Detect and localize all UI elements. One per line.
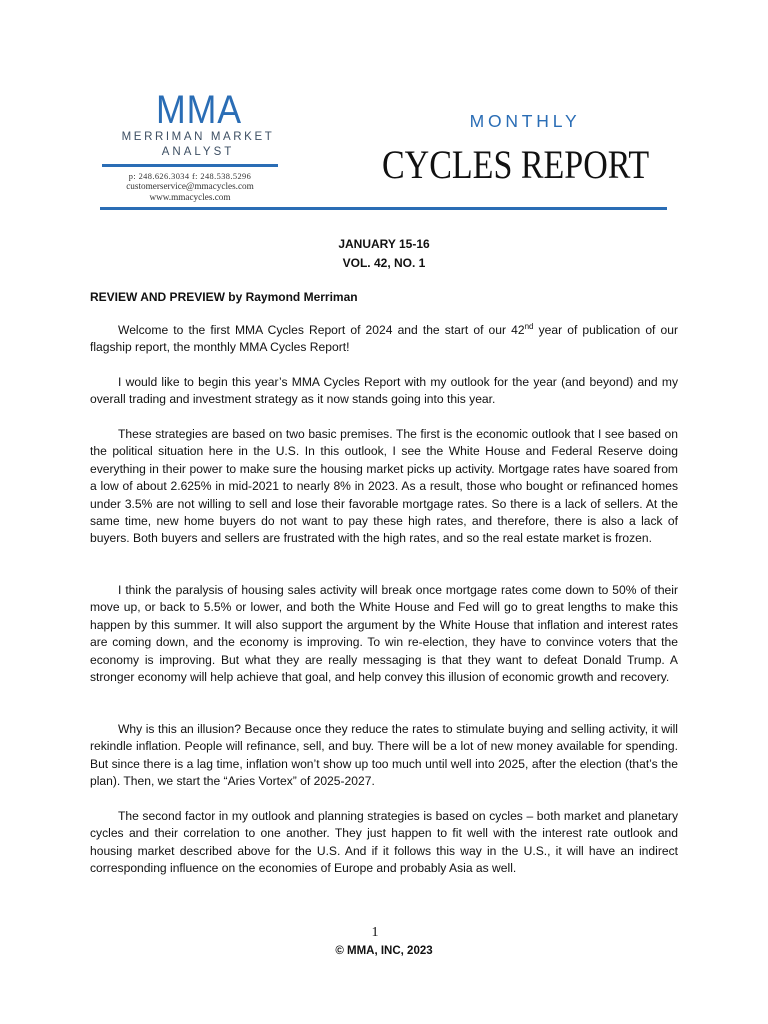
body-paragraph-3: These strategies are based on two basic premises. The first is the economic outlook that I see based on the political situation here in the U.S. In this outlook, I see the White House and Federal Reserve doing everything in their power to make sure the housing market picks up activity. Mortgage rates have soared from a low of about 2.625% in mid-2021 to nearly 8% in 2023. As a result, those who bought or refinanced homes under 3.5% are not willing to sell and lose their favorable mortgage rates. So there is a lack of sellers. At the same time, new home buyers do not want to pay these high rates, and therefore, there is also a lack of buyers. Both buyers and sellers are frustrated with the high rates, and so the real estate market is frozen. — [90, 427, 678, 546]
body-paragraph-4: I think the paralysis of housing sales activity will break once mortgage rates come down to 50% of their move up, or back to 5.5% or lower, and both the White House and Fed will go to great lengths to make this happen by this summer. It will also support the argument by the White House that inflation and interest rates are coming down, and the economy is improving. To win re-election, they have to convince voters that the economy is improving. But what they are really messaging is that they want to defeat Donald Trump. A stronger economy will help achieve that goal, and help convey this illusion of economic growth and recovery. — [90, 583, 678, 685]
report-title: CYCLES REPORT — [382, 142, 650, 187]
p1-text-end: year of publication of our flagship report, the monthly MMA Cycles Report! — [90, 323, 678, 355]
body-paragraph-2: I would like to begin this year’s MMA Cycles Report with my outlook for the year (and beyond) and my overall trading and investment strategy as it now stands going into this year. — [90, 375, 678, 407]
contact-divider — [102, 164, 278, 167]
contact-website: www.mmacycles.com — [149, 192, 231, 202]
copyright-notice: © MMA, INC, 2023 — [335, 945, 433, 957]
issue-volume: VOL. 42, NO. 1 — [342, 256, 426, 270]
p1-text-start: Welcome to the first MMA Cycles Report of 2024 and the start of our 42 — [118, 323, 525, 337]
issue-date: JANUARY 15-16 — [338, 237, 430, 251]
body-paragraph-5: Why is this an illusion? Because once they reduce the rates to stimulate buying and selling activity, it will rekindle inflation. People will refinance, sell, and buy. There will be a lot of new money available for spending. But since there is a lag time, inflation won’t show up too much until well into 2025, after the election (that’s the plan). Then, we start the “Aries Vortex” of 2025-2027. — [90, 722, 678, 789]
contact-phone-fax: p: 248.626.3034 f: 248.538.5296 — [128, 172, 252, 181]
logo-text: MMA — [156, 90, 242, 126]
p1-ordinal-suffix: nd — [524, 321, 534, 331]
org-name-line-1: MERRIMAN MARKET — [121, 131, 275, 143]
org-name-line-2: ANALYST — [161, 146, 235, 158]
report-kicker: MONTHLY — [469, 111, 581, 131]
body-paragraph-6: The second factor in my outlook and planning strategies is based on cycles – both market and planetary cycles and their correlation to one another. They just happen to fit well with the interest rate outlook and housing market described above for the U.S. And if it follows this way in the U.S., it will have an indirect corresponding influence on the economies of Europe and probably Asia as well. — [90, 809, 678, 876]
masthead-divider — [100, 207, 667, 210]
mma-logo — [154, 90, 244, 126]
body-paragraph-1 — [90, 322, 678, 357]
contact-email: customerservice@mmacycles.com — [126, 181, 254, 191]
page-number: 1 — [371, 925, 379, 940]
article-heading: REVIEW AND PREVIEW by Raymond Merriman — [90, 290, 358, 304]
